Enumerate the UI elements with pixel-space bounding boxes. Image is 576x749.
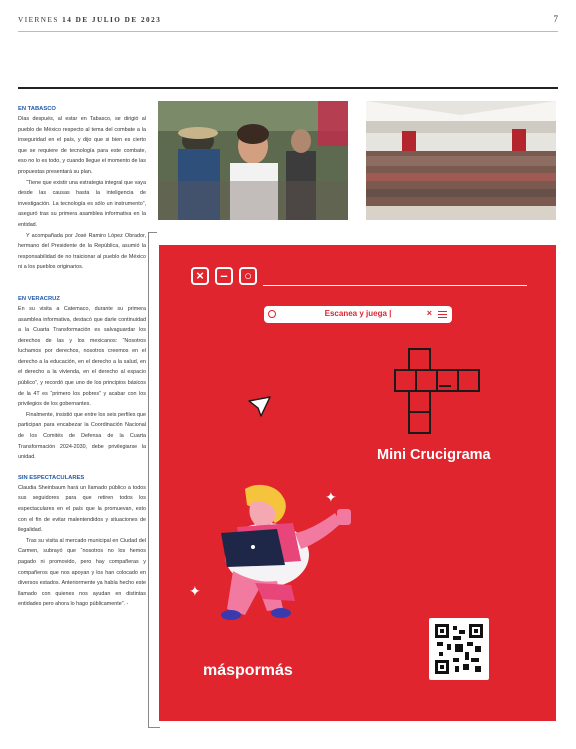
crossword-cell: [415, 369, 438, 392]
article-paragraph: En su visita a Catemaco, durante su primera asamblea informativa, destacó que darle continuidad a la Cuarta Transformación es salvaguardar los derechos de las y los mexicanos: “Nosotros luchamos por derechos, nosotros creemos en el derecho a la educación, en el derecho a la salud, en el derecho a la vivienda, en el derecho al espacio público”, y recordó que uno de los principios básicos de la 4T es “primero los pobres” y acabar con los privilegios de los gobernantes.: [18, 305, 146, 408]
clear-icon: ×: [426, 308, 432, 318]
crossword-cell: [408, 411, 431, 434]
crossword-cell: [394, 369, 417, 392]
article-paragraph: “Tiene que existir una estrategia integral que vaya desde las causas hasta la inteligencia de investigación. La tecnología es sólo un instrumento”, aseguró tras su primera asamblea informativa en la entidad.: [18, 179, 146, 228]
ad-search-bar: [264, 306, 452, 323]
ad-frame-left: [148, 232, 149, 728]
ad-frame-top: [148, 232, 157, 233]
cursor-icon: [247, 395, 273, 417]
qr-code: [429, 618, 489, 680]
search-text: Escanea y juega |: [324, 309, 392, 318]
crossword-cell: [408, 348, 431, 371]
page-number: 7: [553, 14, 558, 24]
section-heading: EN VERACRUZ: [18, 295, 60, 302]
article-paragraph: Y acompañada por José Ramiro López Obrador, hermano del Presidente de la República, asumió la responsabilidad de no traicionar al pueblo de México ni a los pueblos originarios.: [18, 232, 146, 271]
ad-frame-bottom: [148, 727, 160, 728]
crossword-cell: [436, 369, 459, 392]
ad-title-bar-line: [263, 285, 527, 286]
sparkle-icon: ✦: [189, 583, 201, 599]
page-header: [18, 0, 558, 30]
rally-photo-illustration: [158, 101, 348, 220]
header-divider: [18, 31, 558, 32]
article-paragraph: Tras su visita al mercado municipal en Ciudad del Carmen, subrayó que “nosotros no los hemos pagado ni promovido, pero hay compañeras y compañeros que nos apoyan y los han colocado en diversos estados. Anteriormente ya había hecho este llamado con quienes nos ayudan en distintas entidades pero ahora lo hago públicamente”. -: [18, 537, 146, 608]
article-paragraph: Claudia Sheinbaum hará un llamado público a todos sus seguidores para que retiren todos los espectaculares en el país que la promuevan, esto con el fin de evitar malentendidos y situaciones de ilegalidad.: [18, 484, 146, 534]
rally-photo-assembly: [366, 101, 556, 220]
menu-icon: [438, 311, 447, 318]
crossword-cell: [408, 390, 431, 413]
minimize-icon: –: [215, 267, 233, 285]
crossword-advertisement: [159, 245, 556, 721]
section-divider: [18, 87, 558, 89]
header-full-date: 14 DE JULIO DE 2023: [62, 16, 162, 24]
article-paragraph: Finalmente, insistió que entre los seis perfiles que participan para encabezar la Coordinación Nacional de los Comités de Defensa de la Cuarta Transformación 2024-2030, debe privilegiarse la unidad.: [18, 411, 146, 461]
header-day: VIERNES: [18, 16, 59, 24]
qr-pattern: [435, 624, 483, 674]
header-date: [18, 16, 161, 24]
section-heading: SIN ESPECTACULARES: [18, 474, 85, 481]
article-paragraph: Días después, al estar en Tabasco, se dirigió al pueblo de México respecto al tema del combate a la inseguridad en el país, y dijo que si bien es cierto que se requiere de tecnología para este combate, eso no lo es todo, y cuando llegue el momento de las propuestas presentará su plan.: [18, 116, 146, 175]
close-icon: ×: [191, 267, 209, 285]
game-title: Mini Crucigrama: [377, 447, 491, 463]
rally-photo-crowd: [158, 101, 348, 220]
reading-woman-illustration: [197, 483, 367, 633]
crossword-cursor: [439, 385, 451, 387]
maximize-icon: ○: [239, 267, 257, 285]
brand-logo: máspormás: [203, 662, 293, 679]
sparkle-icon: ✦: [325, 489, 337, 505]
crossword-cell: [457, 369, 480, 392]
assembly-photo-illustration: [366, 101, 556, 220]
article-column: [18, 104, 146, 610]
section-heading: EN TABASCO: [18, 106, 56, 112]
